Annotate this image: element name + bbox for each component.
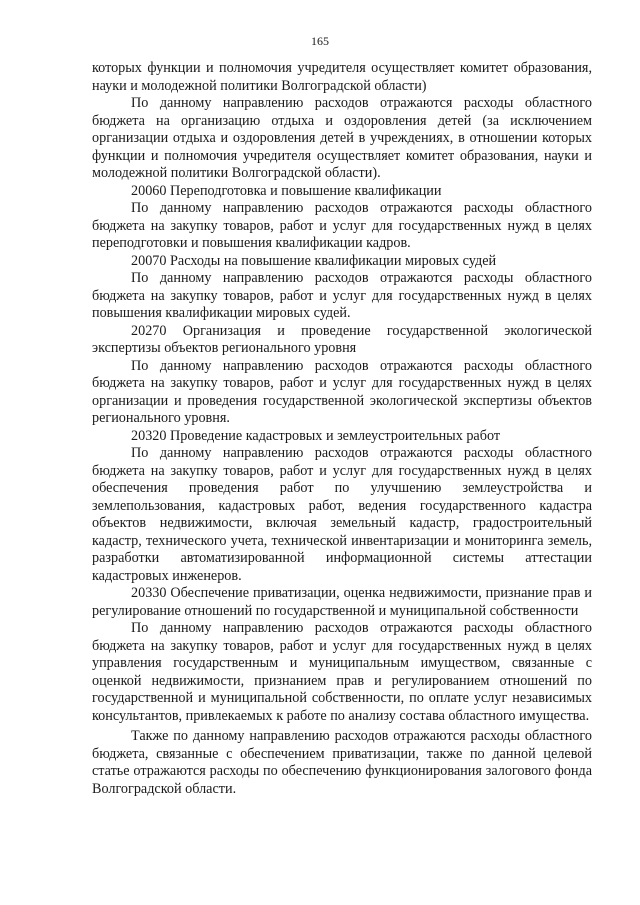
paragraph: По данному направлению расходов отражаются расходы областного бюджета на закупку товаров, работ и услуг для государственных нужд в целях повышения квалификации мировых судей.: [92, 270, 592, 321]
paragraph: Также по данному направлению расходов отражаются расходы областного бюджета, связанные с обеспечением приватизации, также по данной целевой статье отражаются расходы по обеспечению функционирования залогового фонда Волгоградской области.: [92, 728, 592, 797]
section-heading: 20320 Проведение кадастровых и землеустроительных работ: [131, 427, 501, 444]
section-heading: 20070 Расходы на повышение квалификации мировых судей: [131, 252, 497, 269]
document-body: [92, 60, 592, 798]
paragraph: По данному направлению расходов отражаются расходы областного бюджета на закупку товаров, работ и услуг для государственных нужд в целях организации и проведения государственной экологической экспертизы объектов регионального уровня.: [92, 357, 592, 426]
paragraph: По данному направлению расходов отражаются расходы областного бюджета на закупку товаров, работ и услуг для государственных нужд в целях переподготовки и повышения квалификации кадров.: [92, 200, 592, 251]
paragraph: По данному направлению расходов отражаются расходы областного бюджета на закупку товаров, работ и услуг для государственных нужд в целях обеспечения проведения работ по улучшению землеустройства и землепользования, кадастровых работ, ведения государственного кадастра объектов недвижимости, включая земельный кадастр, градостроительный кадастр, технического учета, технической инвентаризации и мониторинга земель, разработки автоматизированной информационной системы аттестации кадастровых инженеров.: [92, 445, 592, 584]
section-heading: 20330 Обеспечение приватизации, оценка недвижимости, признание прав и регулирование отношений по государственной и муниципальной собственности: [92, 585, 592, 619]
section-heading: 20270 Организация и проведение государственной экологической экспертизы объектов регионального уровня: [92, 322, 592, 356]
paragraph: которых функции и полномочия учредителя осуществляет комитет образования, науки и молодежной политики Волгоградской области): [92, 60, 592, 94]
paragraph: По данному направлению расходов отражаются расходы областного бюджета на организацию отдыха и оздоровления детей (за исключением организации отдыха и оздоровления детей в учреждениях, в отношении которых функции и полномочия учредителя осуществляет комитет образования, науки и молодежной политики Волгоградской области).: [92, 95, 592, 181]
section-heading: 20060 Переподготовка и повышение квалификации: [131, 182, 442, 199]
paragraph: По данному направлению расходов отражаются расходы областного бюджета на закупку товаров, работ и услуг для государственных нужд в целях управления государственным и муниципальным имуществом, связанные с оценкой недвижимости, признанием прав и регулированием отношений по государственной и муниципальной собственности, по оплате услуг независимых консультантов, привлекаемых к работе по анализу состава областного имущества.: [92, 620, 592, 724]
page-number: 165: [311, 34, 329, 48]
